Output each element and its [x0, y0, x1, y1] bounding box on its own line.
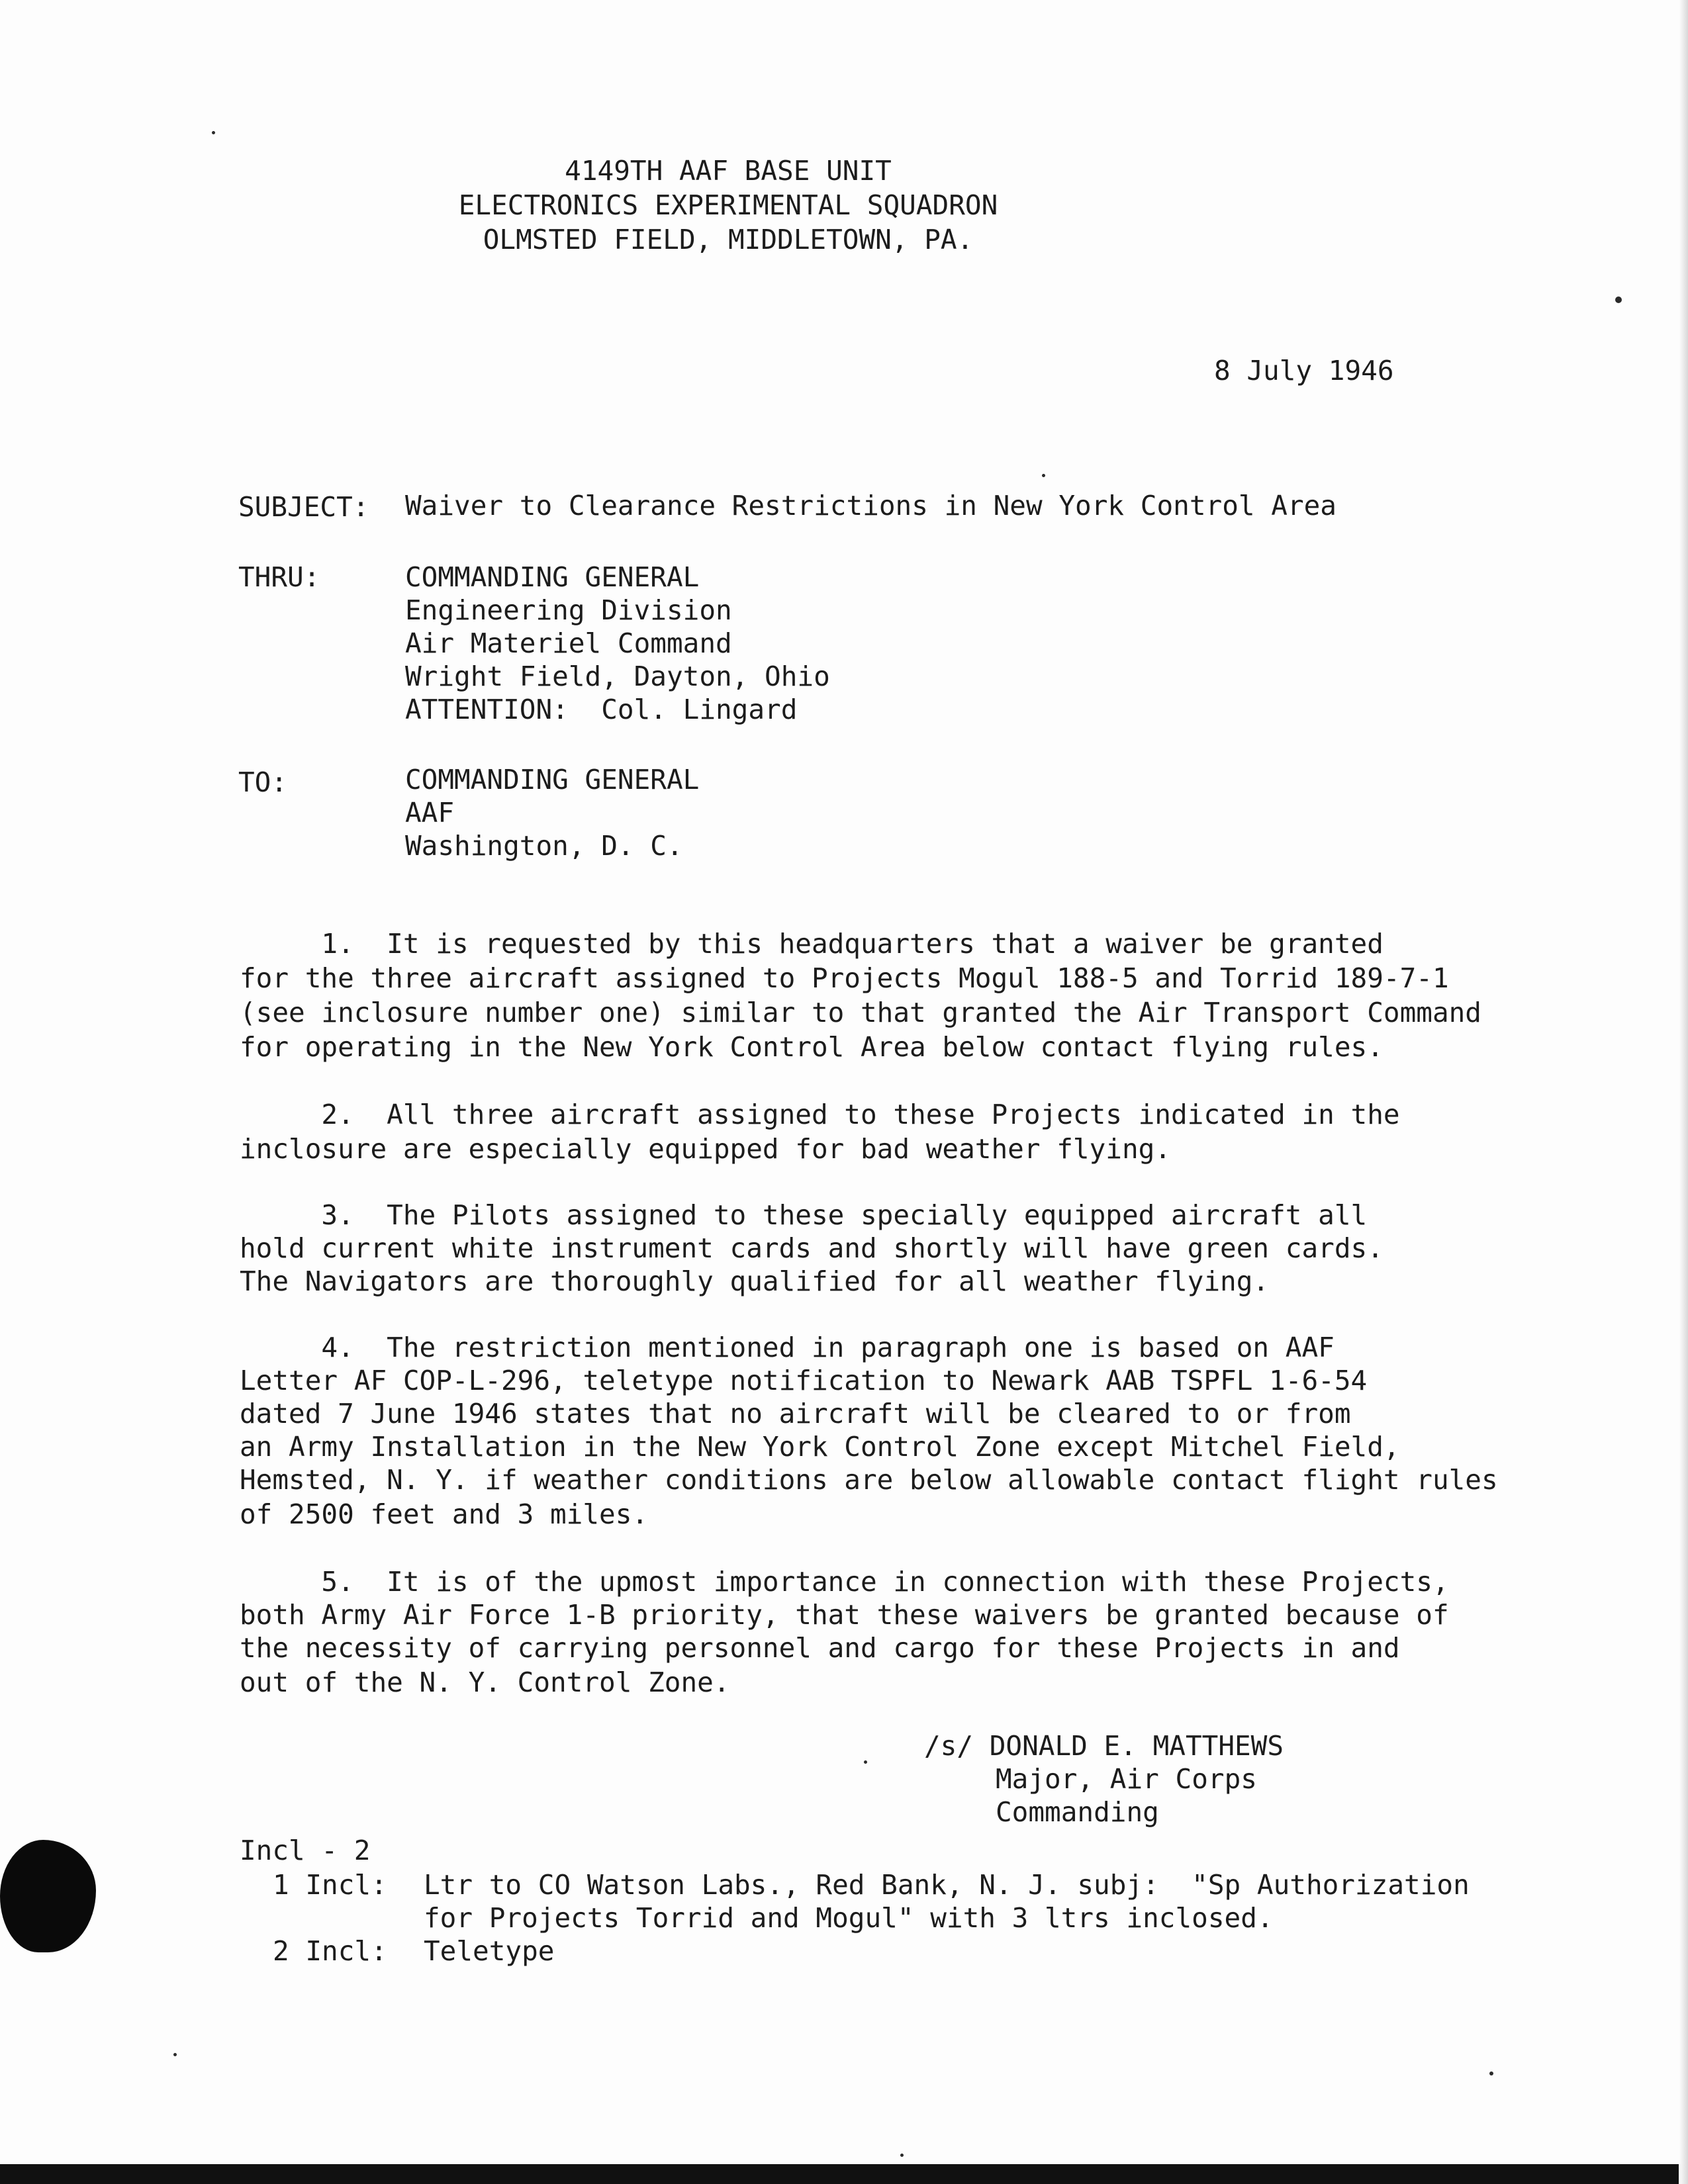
ink-blot	[0, 1840, 96, 1952]
paragraph-5-line: both Army Air Force 1-B priority, that these waivers be granted because of	[240, 1599, 1449, 1631]
inclosure-2-label: 2 Incl:	[273, 1935, 387, 1967]
signature-rank: Major, Air Corps	[996, 1763, 1257, 1795]
scan-edge-bottom	[0, 2164, 1688, 2184]
paragraph-4-line: 4. The restriction mentioned in paragraph one is based on AAF	[240, 1332, 1335, 1363]
inclosure-1-text: for Projects Torrid and Mogul" with 3 ltrs inclosed.	[424, 1902, 1274, 1934]
paragraph-3-line: 3. The Pilots assigned to these specially equipped aircraft all	[240, 1199, 1368, 1231]
paragraph-4-line: Letter AF COP-L-296, teletype notification to Newark AAB TSPFL 1-6-54	[240, 1365, 1368, 1396]
scan-speck	[1489, 2071, 1493, 2075]
paragraph-3-line: The Navigators are thoroughly qualified for all weather flying.	[240, 1265, 1270, 1297]
thru-line: Air Materiel Command	[405, 627, 732, 659]
paragraph-3-line: hold current white instrument cards and shortly will have green cards.	[240, 1232, 1383, 1264]
to-line: Washington, D. C.	[405, 830, 683, 862]
scan-speck	[900, 2154, 904, 2157]
thru-line: ATTENTION: Col. Lingard	[405, 694, 798, 725]
paragraph-1-line: 1. It is requested by this headquarters that a waiver be granted	[240, 928, 1383, 960]
scan-speck	[212, 131, 215, 134]
paragraph-2-line: inclosure are especially equipped for bad weather flying.	[240, 1133, 1171, 1165]
inclosure-1-text: Ltr to CO Watson Labs., Red Bank, N. J. subj: "Sp Authorization	[424, 1869, 1470, 1901]
scan-speck	[864, 1760, 867, 1764]
paragraph-4-line: an Army Installation in the New York Control Zone except Mitchel Field,	[240, 1431, 1400, 1463]
subject-label: SUBJECT:	[238, 491, 369, 523]
signature-name: /s/ DONALD E. MATTHEWS	[924, 1730, 1284, 1762]
to-label: TO:	[238, 766, 288, 798]
paragraph-5-line: the necessity of carrying personnel and cargo for these Projects in and	[240, 1632, 1400, 1664]
letter-date: 8 July 1946	[1214, 355, 1394, 387]
scan-edge-right	[1679, 0, 1688, 2184]
paragraph-1-line: for the three aircraft assigned to Projects Mogul 188-5 and Torrid 189-7-1	[240, 962, 1449, 994]
paragraph-4-line: of 2500 feet and 3 miles.	[240, 1498, 649, 1530]
scan-speck	[1615, 296, 1622, 303]
inclosure-2-text: Teletype	[424, 1935, 555, 1967]
scan-speck	[1042, 474, 1045, 477]
inclosure-1-label: 1 Incl:	[273, 1869, 387, 1901]
inclosure-count: Incl - 2	[240, 1835, 371, 1866]
to-line: AAF	[405, 797, 455, 829]
scan-speck	[173, 2053, 177, 2056]
letterhead-location: OLMSTED FIELD, MIDDLETOWN, PA.	[483, 224, 974, 255]
paragraph-1-line: for operating in the New York Control Area below contact flying rules.	[240, 1031, 1383, 1063]
paragraph-5-line: 5. It is of the upmost importance in connection with these Projects,	[240, 1566, 1449, 1598]
paragraph-2-line: 2. All three aircraft assigned to these Projects indicated in the	[240, 1099, 1400, 1130]
signature-title: Commanding	[996, 1796, 1159, 1828]
letterhead-unit: 4149TH AAF BASE UNIT	[565, 155, 892, 187]
paragraph-1-line: (see inclosure number one) similar to that granted the Air Transport Command	[240, 997, 1481, 1028]
letterhead-squadron: ELECTRONICS EXPERIMENTAL SQUADRON	[458, 189, 998, 221]
paragraph-4-line: Hemsted, N. Y. if weather conditions are below allowable contact flight rules	[240, 1464, 1498, 1496]
paragraph-5-line: out of the N. Y. Control Zone.	[240, 1666, 730, 1698]
thru-line: Wright Field, Dayton, Ohio	[405, 660, 830, 692]
thru-line: COMMANDING GENERAL	[405, 561, 700, 593]
to-line: COMMANDING GENERAL	[405, 764, 700, 796]
paragraph-4-line: dated 7 June 1946 states that no aircraft will be cleared to or from	[240, 1398, 1351, 1430]
thru-line: Engineering Division	[405, 594, 732, 626]
subject-text: Waiver to Clearance Restrictions in New York Control Area	[405, 490, 1336, 522]
thru-label: THRU:	[238, 561, 320, 593]
